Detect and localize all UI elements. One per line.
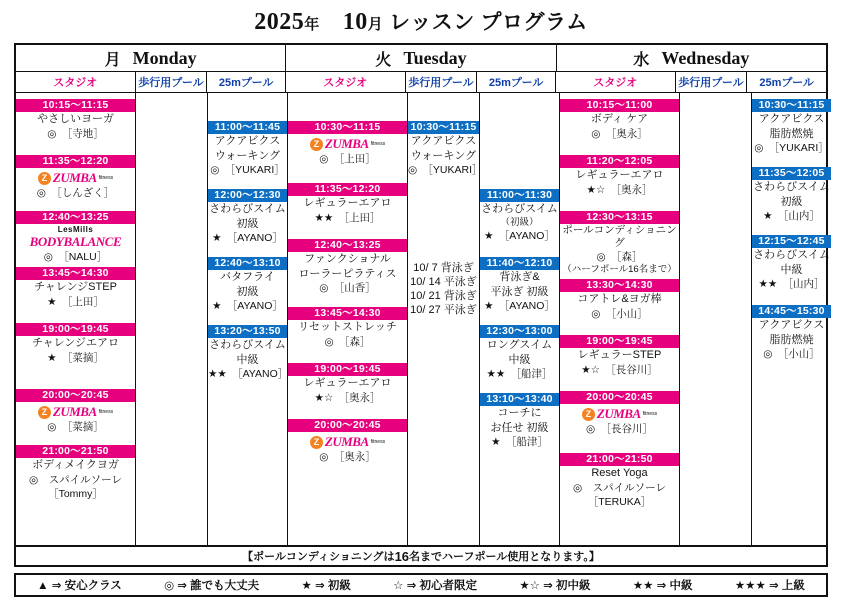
lesson-name: ロングスイム [486,339,553,351]
lesson-time: 10:15～11:15 [16,99,135,112]
lesson-mark: ★☆ ［長谷川］ [581,363,658,376]
lesson-name: Reset Yoga [591,467,648,479]
list-item[interactable] [16,211,135,264]
lesson-name: さわらびスイム [209,203,286,215]
list-item[interactable] [288,239,407,295]
lesson-mark: ★★ ［山内］ [758,278,825,290]
lesson-time: 10:30～11:15 [288,121,407,134]
day-jp-monday: 月 [104,51,121,69]
lesson-name-2: ローラーピラティス [298,267,397,280]
list-item[interactable] [480,189,559,243]
page-title [14,6,828,36]
day-jp-tuesday: 火 [375,51,392,69]
lesson-name-2: お任せ 初級 [490,421,549,434]
lesson-name: コアトレ&ヨガ棒 [577,293,662,305]
lesson-mark: ★ ［菜摘］ [47,351,104,364]
zumba-logo [38,172,113,185]
lesson-time: 12:40～13:10 [208,257,287,270]
zumba-subtext: fitness [642,410,658,417]
lesson-time: 12:40～13:25 [16,211,135,224]
lesson-time: 13:20～13:50 [208,325,287,338]
lesson-mark: ★ ［船津］ [491,436,548,448]
lesson-name: チャレンジSTEP [34,281,117,293]
title-year: 2025 [254,9,305,35]
list-item[interactable] [560,335,679,377]
col-header-wednesday-studio: スタジオ [556,72,676,92]
list-item[interactable] [408,121,483,177]
lesson-name-2: ウォーキング [214,149,281,162]
lesson-name-2: ウォーキング [410,149,477,162]
lesson-sub: （初級） [500,216,539,228]
col-header-monday-pool: 25mプール [207,72,286,92]
lesson-time: 11:35～12:20 [288,183,407,196]
lesson-mark: ◎ ［森］ [596,251,643,263]
day-column-wednesday [560,93,831,545]
day-en-wednesday: Wednesday [661,47,750,68]
lesson-name: ボディ ケア [590,113,649,125]
list-item[interactable] [16,445,135,501]
lesmills-logo [16,224,135,250]
wednesday-walk-column [680,93,752,545]
lesson-mark: ◎ ［菜摘］ [47,421,104,433]
col-header-tuesday-pool: 25mプール [477,72,556,92]
legend-item-6: ★★★ ⇒ 上級 [734,580,805,592]
lesson-name: レギュラーSTEP [577,349,662,361]
lesson-time: 13:30～14:30 [560,279,679,292]
day-header-wednesday [557,45,826,71]
list-item[interactable] [560,99,679,141]
lesson-name: アクアビクス [214,135,281,147]
lesson-mark: ◎ ［寺地］ [47,127,104,140]
col-header-wednesday-pool: 25mプール [759,77,814,89]
lesson-name: ボディメイクヨガ [32,459,119,471]
lesson-name: レギュラーエアロ [575,169,664,181]
list-item[interactable] [16,99,135,141]
lesson-name: さわらびスイム [753,249,830,261]
legend-item-5: ★★ ⇒ 中級 [632,580,693,592]
lesson-mark: ◎ ［長谷川］ [586,423,653,435]
lesson-name: ファンクショナル [304,253,391,265]
col-header-wednesday-walk: 歩行用プール [676,72,748,92]
legend-item-2: ★ ⇒ 初級 [301,580,351,592]
lesson-time: 10:30～11:15 [408,121,479,134]
zumba-icon: Z [310,436,323,449]
lesson-time: 12:00～12:30 [208,189,287,202]
list-item[interactable] [752,167,831,223]
list-item[interactable] [16,323,135,365]
day-header-row [16,45,826,72]
zumba-wordmark: ZUMBA [324,434,369,449]
lesson-instructor: ［TERUKA］ [587,495,652,508]
zumba-wordmark: ZUMBA [52,170,97,185]
lesson-name-2: 平泳ぎ 初級 [490,285,549,298]
swim-note-line: 10/ 27 平泳ぎ [410,304,477,316]
lesson-mark: ◎ ［YUKARI］ [754,142,829,154]
lesson-name: レギュラーエアロ [303,377,392,389]
lesson-mark: ◎ ［YUKARI］ [210,164,285,176]
lesson-mark: ◎ ［奥永］ [591,127,648,140]
lesson-mark: ◎ スパイルソーレ [573,481,666,494]
note-pre: 【ポールコンディショニングは [242,551,395,563]
lesson-time: 13:10～13:40 [480,393,559,406]
lesson-mark: ★★ ［AYANO］ [208,368,289,380]
day-en-tuesday: Tuesday [403,47,467,68]
list-item[interactable] [16,155,135,200]
lesson-time: 11:00～11:30 [480,189,559,202]
schedule-body [16,93,830,545]
lesson-mark: ★ ［山内］ [763,210,820,222]
zumba-logo [38,406,113,419]
lesson-mark: ★★ ［船津］ [486,368,553,380]
lesmills-wordmark: LesMills [57,225,94,234]
lesson-mark: ★☆ ［奥永］ [586,183,653,196]
lesson-name: やさしいヨーガ [37,113,114,125]
zumba-icon: Z [38,406,51,419]
swim-note-line: 10/ 21 背泳ぎ [410,290,477,302]
lesson-time: 11:00～11:45 [208,121,287,134]
list-item[interactable] [288,307,407,349]
list-item[interactable] [560,211,679,276]
list-item[interactable] [288,363,407,405]
lesson-mark: ◎ ［山香］ [319,282,376,294]
lesson-time: 19:00～19:45 [560,335,679,348]
title-month: 10 [342,9,368,35]
lesson-mark: ◎ ［森］ [324,335,371,348]
lesson-name: 背泳ぎ& [499,271,540,283]
lesson-name-2: 中級 [780,263,803,276]
zumba-logo [310,138,385,151]
zumba-subtext: fitness [370,438,386,445]
lesson-time: 12:30～13:15 [560,211,679,224]
lesson-mark: ◎ ［小山］ [591,307,648,320]
lesson-time: 12:40～13:25 [288,239,407,252]
lesson-instructor: ［Tommy］ [48,487,103,500]
lesson-time: 12:15～12:45 [752,235,831,248]
schedule-grid [14,43,828,547]
lesson-mark: ◎ ［NALU］ [43,251,108,263]
lesson-name-2: 初級 [236,285,259,298]
list-item[interactable] [288,419,407,464]
lesson-name-2: 中級 [508,353,531,366]
legend-item-0: ▲ ⇒ 安心クラス [37,580,122,592]
tuesday-studio-column [288,93,408,545]
lesson-name: さわらびスイム [753,181,830,193]
lesson-name: さわらびスイム [209,339,286,351]
lesson-name-2: 中級 [236,353,259,366]
lesson-time: 11:35～12:05 [752,167,831,180]
list-item[interactable] [752,305,831,361]
lesson-mark: ★ ［AYANO］ [484,300,555,312]
col-header-tuesday-walk: 歩行用プール [406,72,478,92]
lesson-time: 13:45～14:30 [16,267,135,280]
tuesday-walk-column [408,93,483,545]
lesson-time: 19:00～19:45 [16,323,135,336]
lesson-name: バタフライ [220,271,275,283]
lesson-time: 10:15～11:00 [560,99,679,112]
day-header-tuesday [286,45,556,71]
lesson-name: アクアビクス [758,113,825,125]
lesson-mark: ★★ ［上田］ [314,211,381,224]
list-item[interactable] [560,453,679,509]
list-item[interactable] [752,235,831,291]
list-item[interactable] [16,267,135,309]
lesson-time: 20:00～20:45 [560,391,679,404]
bodybalance-wordmark: BODYBALANCE [29,234,122,249]
list-item[interactable] [208,257,287,313]
list-item[interactable] [288,121,407,166]
lesson-mark: ★ ［AYANO］ [484,229,555,242]
lesson-name: リセットストレッチ [298,321,397,333]
lesson-mark: ◎ ［しんざく］ [36,187,115,199]
lesson-name-2: 脂肪燃焼 [769,333,814,346]
zumba-wordmark: ZUMBA [52,404,97,419]
title-month-suffix: 月 [367,17,384,33]
legend-bar [14,573,828,597]
lesson-name: コーチに [497,407,542,419]
day-column-monday [16,93,288,545]
list-item[interactable] [480,393,559,449]
list-item[interactable] [288,183,407,225]
list-item[interactable] [480,325,559,381]
pole-conditioning-note [14,547,828,567]
list-item[interactable] [208,325,287,381]
note-post: 名までハーフポール使用となります。】 [409,551,600,563]
zumba-icon: Z [582,408,595,421]
day-header-monday [16,45,286,71]
list-item[interactable] [560,391,679,436]
zumba-logo [582,408,657,421]
lesson-name-2: 初級 [236,217,259,230]
col-header-monday-walk: 歩行用プール [136,72,208,92]
lesson-mark: ◎ ［小山］ [763,348,820,360]
zumba-subtext: fitness [370,140,386,147]
lesson-name-2: 初級 [780,195,803,208]
lesson-mark: ★ ［AYANO］ [212,300,283,312]
lesson-time: 12:30～13:00 [480,325,559,338]
lesson-name: アクアビクス [410,135,477,147]
lesson-mark: ★ ［上田］ [47,295,104,308]
swim-note-line: 10/ 14 平泳ぎ [410,276,477,288]
zumba-wordmark: ZUMBA [324,136,369,151]
column-header-row [16,72,826,93]
lesson-mark: ★ ［AYANO］ [212,232,283,244]
col-header-monday-studio: スタジオ [16,72,136,92]
lesson-sub: （ハーフポール16名まで） [562,264,677,275]
lesson-mark: ◎ ［YUKARI］ [408,164,483,176]
wednesday-pool-column [752,93,831,545]
list-item[interactable] [480,257,559,313]
zumba-subtext: fitness [98,408,114,415]
lesson-mark: ◎ ［上田］ [319,153,376,165]
tuesday-pool-column [480,93,559,545]
title-rest: レッスン プログラム [388,10,588,34]
title-year-suffix: 年 [304,17,320,33]
lesson-time: 10:30～11:15 [752,99,831,112]
swim-style-note [408,261,479,317]
list-item[interactable] [208,189,287,245]
lesson-time: 21:00～21:50 [560,453,679,466]
lesson-time: 14:45～15:30 [752,305,831,318]
monday-pool-column [208,93,287,545]
lesson-mark: ◎ ［奥永］ [319,451,376,463]
zumba-icon: Z [38,172,51,185]
swim-note-line: 10/ 7 背泳ぎ [413,262,474,274]
lesson-name: アクアビクス [758,319,825,331]
lesson-time: 11:40～12:10 [480,257,559,270]
lesson-name: ポールコンディショニング [562,224,677,249]
lesson-time: 20:00～20:45 [288,419,407,432]
col-header-tuesday-studio: スタジオ [286,72,406,92]
zumba-icon: Z [310,138,323,151]
note-number: 16 [394,548,410,564]
legend-item-3: ☆ ⇒ 初心者限定 [393,580,478,592]
day-jp-wednesday: 水 [633,51,650,69]
list-item[interactable] [752,99,831,155]
zumba-subtext: fitness [98,174,114,181]
lesson-time: 13:45～14:30 [288,307,407,320]
lesson-time: 11:20～12:05 [560,155,679,168]
day-column-tuesday [288,93,560,545]
lesson-time: 21:00～21:50 [16,445,135,458]
lesson-time: 11:35～12:20 [16,155,135,168]
list-item[interactable] [560,279,679,321]
zumba-wordmark: ZUMBA [596,406,641,421]
monday-studio-column [16,93,136,545]
lesson-mark: ★☆ ［奥永］ [314,391,381,404]
lesson-name: チャレンジエアロ [31,337,120,349]
lesson-name: さわらびスイム [481,203,558,215]
legend-item-1: ◎ ⇒ 誰でも大丈夫 [164,580,260,592]
legend-item-4: ★☆ ⇒ 初中級 [519,580,591,592]
lesson-time: 19:00～19:45 [288,363,407,376]
list-item[interactable] [208,121,287,177]
lesson-mark: ◎ スパイルソーレ [29,473,122,486]
zumba-logo [310,436,385,449]
lesson-time: 20:00～20:45 [16,389,135,402]
day-en-monday: Monday [132,47,197,68]
list-item[interactable] [560,155,679,197]
list-item[interactable] [16,389,135,434]
wednesday-studio-column [560,93,680,545]
monday-walk-column [136,93,208,545]
lesson-name-2: 脂肪燃焼 [769,127,814,140]
lesson-name: レギュラーエアロ [303,197,392,209]
